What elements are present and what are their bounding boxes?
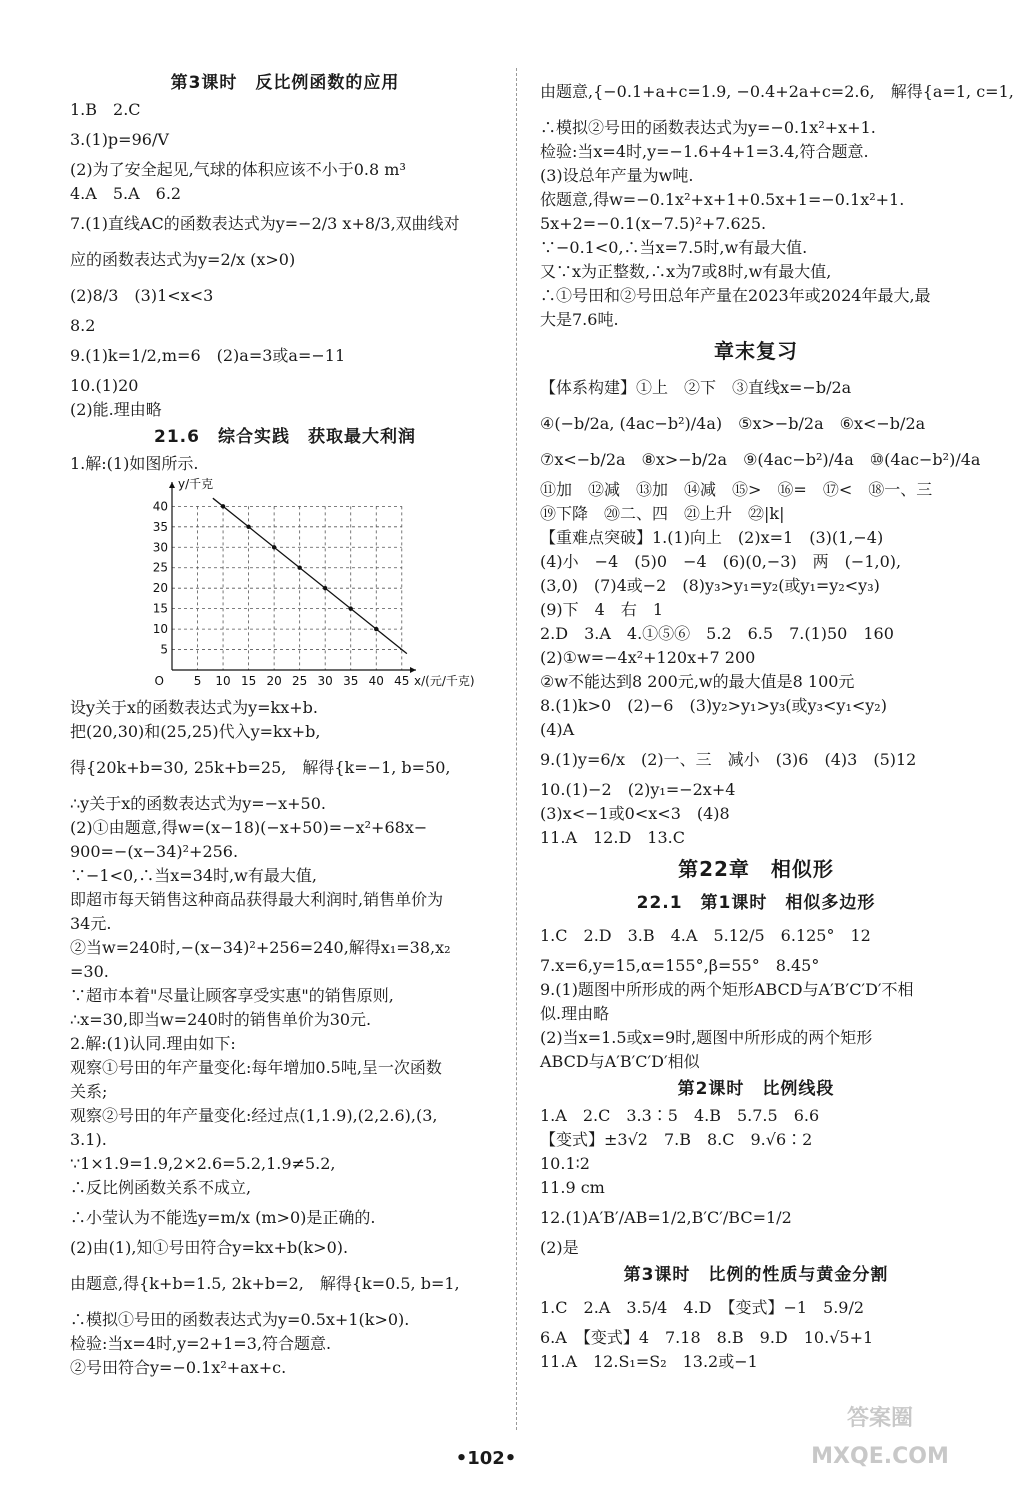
answer-line: 900=−(x−34)²+256. — [70, 842, 239, 861]
answer-line: 8.(1)k>0 (2)−6 (3)y₂>y₁>y₃(或y₃<y₁<y₂) — [540, 696, 887, 715]
watermark-logo — [800, 1400, 960, 1480]
answer-line: 似.理由略 — [540, 1004, 610, 1023]
y-tick-label: 30 — [152, 540, 168, 555]
section-heading: 第3课时 反比例函数的应用 — [170, 73, 400, 93]
x-tick-label: 35 — [343, 674, 359, 688]
answer-line: 10.(1)−2 (2)y₁=−2x+4 — [540, 780, 736, 799]
answer-line: (2)是 — [540, 1238, 579, 1257]
answer-line: 2.D 3.A 4.①⑤⑥ 5.2 6.5 7.(1)50 160 — [540, 624, 894, 643]
answer-line: 5x+2=−0.1(x−7.5)²+7.625. — [540, 214, 767, 233]
answer-line: 【变式】±3√2 7.B 8.C 9.√6∶2 — [540, 1130, 813, 1149]
page-number: •102• — [455, 1448, 517, 1469]
answer-line: 12.(1)A′B′/AB=1/2,B′C′/BC=1/2 — [540, 1208, 792, 1227]
answer-line: ∴y关于x的函数表达式为y=−x+50. — [70, 794, 326, 813]
x-tick-label: 30 — [317, 674, 333, 688]
answer-line: ②当w=240时,−(x−34)²+256=240,解得x₁=38,x₂ — [70, 938, 451, 957]
answer-line: 依题意,得w=−0.1x²+x+1+0.5x+1=−0.1x²+1. — [540, 190, 905, 209]
answer-line: 1.C 2.D 3.B 4.A 5.12/5 6.125° 12 — [540, 926, 871, 945]
section-heading: 章末复习 — [714, 339, 798, 363]
data-point — [272, 545, 276, 549]
answer-line: (4)小 −4 (5)0 −4 (6)(0,−3) 两 (−1,0), — [540, 552, 902, 571]
section-heading: 第22章 相似形 — [678, 857, 834, 881]
answer-line: ∴反比例函数关系不成立, — [70, 1178, 252, 1197]
answer-line: 1.C 2.A 3.5/4 4.D 【变式】−1 5.9/2 — [540, 1298, 865, 1317]
answer-line: 2.解:(1)认同.理由如下: — [70, 1034, 236, 1053]
answer-line: 即超市每天销售这种商品获得最大利润时,销售单价为 — [70, 890, 444, 909]
section-heading: 22.1 第1课时 相似多边形 — [636, 893, 876, 913]
answer-line: (2)①由题意,得w=(x−18)(−x+50)=−x²+68x− — [70, 818, 428, 837]
watermark-line2: MXQE.COM — [811, 1444, 949, 1469]
column-divider — [516, 68, 517, 1430]
answer-line: 1.解:(1)如图所示. — [70, 454, 199, 473]
y-tick-label: 15 — [152, 601, 168, 616]
answer-line: (4)A — [540, 720, 575, 739]
data-point — [221, 504, 225, 508]
answer-line: 34元. — [70, 914, 112, 933]
answer-line: ∴①号田和②号田总年产量在2023年或2024年最大,最 — [540, 286, 931, 305]
sales-chart-svg — [140, 476, 475, 696]
data-point — [246, 525, 250, 529]
x-axis-label: x/(元/千克) — [414, 674, 475, 688]
answer-line: 把(20,30)和(25,25)代入y=kx+b, — [70, 722, 321, 741]
answer-line: (2)当x=1.5或x=9时,题图中所形成的两个矩形 — [540, 1028, 873, 1047]
answer-line: (9)下 4 右 1 — [540, 600, 664, 619]
answer-line: 由题意,{−0.1+a+c=1.9, −0.4+2a+c=2.6, 解得{a=1, c=1, — [540, 82, 1014, 101]
section-heading: 第3课时 比例的性质与黄金分割 — [623, 1265, 889, 1285]
answer-line: 大是7.6吨. — [540, 310, 619, 329]
answer-line: 8.2 — [70, 316, 96, 335]
answer-line: 10.1∶2 — [540, 1154, 590, 1173]
answer-line: 1.A 2.C 3.3∶5 4.B 5.7.5 6.6 — [540, 1106, 820, 1125]
answer-line: 11.A 12.S₁=S₂ 13.2或−1 — [540, 1352, 758, 1371]
answer-line: 6.A 【变式】4 7.18 8.B 9.D 10.√5+1 — [540, 1328, 874, 1347]
left-answers-bottom — [70, 696, 500, 1380]
x-axis-arrow — [410, 667, 416, 673]
x-tick-label: 15 — [240, 674, 257, 688]
answer-line: ②w不能达到8 200元,w的最大值是8 100元 — [540, 672, 855, 691]
answer-line: ∴模拟①号田的函数表达式为y=0.5x+1(k>0). — [70, 1310, 410, 1329]
answer-line: ④(−b/2a, (4ac−b²)/4a) ⑤x>−b/2a ⑥x<−b/2a — [540, 414, 926, 433]
y-tick-label: 40 — [152, 499, 168, 514]
answer-line: ⑲下降 ⑳二、四 ㉑上升 ㉒|k| — [540, 504, 785, 523]
answer-line: 观察①号田的年产量变化:每年增加0.5吨,呈一次函数 — [70, 1058, 442, 1077]
answer-line: ⑦x<−b/2a ⑧x>−b/2a ⑨(4ac−b²)/4a ⑩(4ac−b²)/4a — [540, 450, 981, 469]
y-tick-label: 25 — [152, 560, 168, 575]
answer-line: (3)x<−1或0<x<3 (4)8 — [540, 804, 730, 823]
x-tick-label: 25 — [292, 674, 308, 688]
answer-line: ∴x=30,即当w=240时的销售单价为30元. — [70, 1010, 372, 1029]
answer-line: =30. — [70, 962, 109, 981]
answer-line: (2)能.理由略 — [70, 400, 162, 419]
x-tick-label: 10 — [215, 674, 231, 688]
answer-line: 9.(1)k=1/2,m=6 (2)a=3或a=−11 — [70, 346, 346, 365]
answer-line: 3.(1)p=96/V — [70, 130, 169, 149]
answer-line: (3)设总年产量为w吨. — [540, 166, 694, 185]
y-tick-label: 5 — [160, 642, 168, 657]
sales-chart — [140, 476, 475, 696]
answer-line: ∵1×1.9=1.9,2×2.6=5.2,1.9≠5.2, — [70, 1154, 336, 1173]
answer-line: 【重难点突破】1.(1)向上 (2)x=1 (3)(1,−4) — [540, 528, 884, 547]
right-answers — [540, 68, 1014, 1374]
answer-line: 检验:当x=4时,y=−1.6+4+1=3.4,符合题意. — [540, 142, 869, 161]
answer-line: ∵−1<0,∴当x=34时,w有最大值, — [70, 866, 317, 885]
answer-line: 检验:当x=4时,y=2+1=3,符合题意. — [70, 1334, 332, 1353]
answer-line: 7.(1)直线AC的函数表达式为y=−2/3 x+8/3,双曲线对 — [70, 214, 460, 233]
answer-line: ∵超市本着"尽量让顾客享受实惠"的销售原则, — [70, 986, 394, 1005]
answer-line: (2)8/3 (3)1<x<3 — [70, 286, 214, 305]
answer-line: 4.A 5.A 6.2 — [70, 184, 182, 203]
answer-line: 关系; — [70, 1082, 108, 1101]
answer-line: 3.1). — [70, 1130, 107, 1149]
answer-line: ∵−0.1<0,∴当x=7.5时,w有最大值. — [540, 238, 808, 257]
data-point — [297, 566, 301, 570]
answer-line: 9.(1)y=6/x (2)一、三 减小 (3)6 (4)3 (5)12 — [540, 750, 917, 769]
x-tick-label: 20 — [266, 674, 282, 688]
y-axis-label: y/千克 — [178, 477, 214, 491]
left-column — [70, 68, 500, 1380]
section-heading: 21.6 综合实践 获取最大利润 — [154, 427, 416, 447]
answer-line: 11.A 12.D 13.C — [540, 828, 685, 847]
section-heading: 第2课时 比例线段 — [677, 1079, 835, 1099]
left-answers-top — [70, 68, 500, 476]
answer-line: (2)①w=−4x²+120x+7 200 — [540, 648, 756, 667]
data-point — [349, 606, 353, 610]
x-tick-label: 40 — [368, 674, 384, 688]
data-point — [323, 586, 327, 590]
right-column — [540, 68, 1014, 1374]
y-axis-arrow — [169, 482, 175, 488]
answer-line: 应的函数表达式为y=2/x (x>0) — [70, 250, 296, 269]
answer-line: 观察②号田的年产量变化:经过点(1,1.9),(2,2.6),(3, — [70, 1106, 438, 1125]
y-tick-label: 20 — [152, 581, 168, 596]
answer-line: 得{20k+b=30, 25k+b=25, 解得{k=−1, b=50, — [70, 758, 451, 777]
watermark-line1: 答案圈 — [846, 1406, 913, 1431]
answer-line: (2)由(1),知①号田符合y=kx+b(k>0). — [70, 1238, 349, 1257]
y-tick-label: 35 — [152, 519, 168, 534]
answer-line: 9.(1)题图中所形成的两个矩形ABCD与A′B′C′D′不相 — [540, 980, 914, 999]
answer-line: 设y关于x的函数表达式为y=kx+b. — [70, 698, 318, 717]
origin-label: O — [154, 674, 164, 688]
answer-line: 1.B 2.C — [70, 100, 141, 119]
answer-line: (2)为了安全起见,气球的体积应该不小于0.8 m³ — [70, 160, 406, 179]
answer-line: ⑪加 ⑫减 ⑬加 ⑭减 ⑮> ⑯= ⑰< ⑱一、三 — [540, 480, 933, 499]
answer-line: 7.x=6,y=15,α=155°,β=55° 8.45° — [540, 956, 820, 975]
answer-line: ABCD与A′B′C′D′相似 — [540, 1052, 700, 1071]
answer-line: ②号田符合y=−0.1x²+ax+c. — [70, 1358, 287, 1377]
x-tick-label: 5 — [193, 674, 202, 688]
x-tick-label: 45 — [394, 674, 410, 688]
answer-line: 又∵x为正整数,∴x为7或8时,w有最大值, — [540, 262, 832, 281]
answer-line: 11.9 cm — [540, 1178, 605, 1197]
answer-line: 【体系构建】①上 ②下 ③直线x=−b/2a — [540, 378, 852, 397]
answer-line: (3,0) (7)4或−2 (8)y₃>y₁=y₂(或y₁=y₂<y₃) — [540, 576, 880, 595]
y-tick-label: 10 — [152, 622, 168, 637]
answer-line: ∴小莹认为不能选y=m/x (m>0)是正确的. — [70, 1208, 376, 1227]
answer-line: ∴模拟②号田的函数表达式为y=−0.1x²+x+1. — [540, 118, 876, 137]
answer-line: 由题意,得{k+b=1.5, 2k+b=2, 解得{k=0.5, b=1, — [70, 1274, 460, 1293]
data-point — [374, 627, 378, 631]
answer-line: 10.(1)20 — [70, 376, 139, 395]
